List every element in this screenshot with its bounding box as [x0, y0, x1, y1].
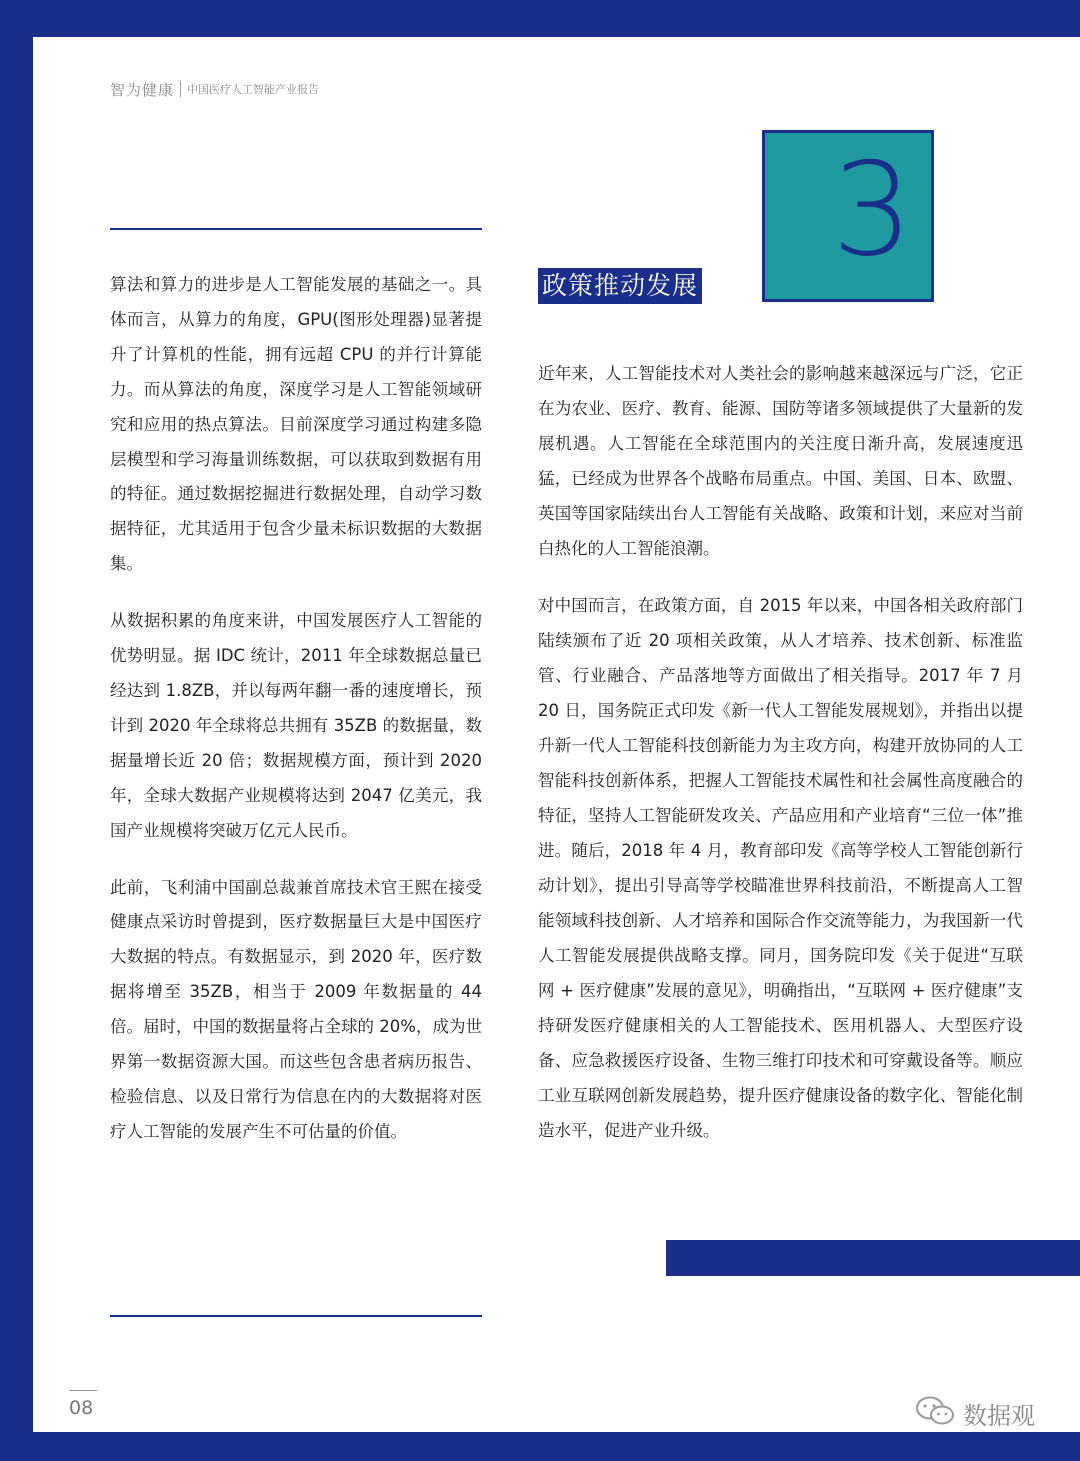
top-divider — [110, 228, 482, 230]
watermark — [915, 1395, 1035, 1431]
right-paragraph-2: 对中国而言，在政策方面，自 2015 年以来，中国各相关政府部门陆续颁布了近 20 项相关政策，从人才培养、技术创新、标准监管、行业融合、产品落地等方面做出了相关指导。2017 年 7 月 20 日，国务院正式印发《新一代人工智能发展规划》，并指出以提升新一代人工智能科技创新能力为主攻方向，构建开放协同的人工智能科技创新体系，把握人工智能技术属性和社会属性高度融合的特征，坚持人工智能研发攻关、产品应用和产业培育“三位一体”推进。随后，2018 年 4 月，教育部印发《高等学校人工智能创新行动计划》，提出引导高等学校瞄准世界科技前沿，不断提高人工智能领域科技创新、人才培养和国际合作交流等能力，为我国新一代人工智能发展提供战略支撑。同月，国务院印发《关于促进“互联网 + 医疗健康”发展的意见》，明确指出，“互联网 + 医疗健康”支持研发医疗健康相关的人工智能技术、医用机器人、大型医疗设备、应急救援医疗设备、生物三维打印技术和可穿戴设备等。顺应工业互联网创新发展趋势，提升医疗健康设备的数字化、智能化制造水平，促进产业升级。 — [538, 596, 1023, 1140]
running-header — [110, 78, 319, 100]
right-column — [538, 356, 1023, 1170]
section-number-box — [762, 130, 934, 302]
watermark-text: 数据观 — [963, 1401, 1035, 1430]
header-brand: 智为健康 — [110, 80, 175, 99]
page-number: 08 — [69, 1397, 94, 1419]
page-number-rule — [69, 1390, 97, 1391]
left-paragraph-2: 从数据积累的角度来讲，中国发展医疗人工智能的优势明显。据 IDC 统计，2011 年全球数据总量已经达到 1.8ZB，并以每两年翻一番的速度增长，预计到 2020 年全球将总共拥有 35ZB 的数据量，数据量增长近 20 倍；数据规模方面，预计到 2020 年，全球大数据产业规模将达到 2047 亿美元，我国产业规模将突破万亿元人民币。 — [110, 611, 482, 840]
bottom-divider — [110, 1315, 482, 1317]
section-number: 3 — [831, 136, 913, 285]
section-title: 政策推动发展 — [538, 268, 702, 304]
left-column — [110, 268, 482, 1172]
wechat-icon — [915, 1395, 955, 1431]
left-paragraph-1: 算法和算力的进步是人工智能发展的基础之一。具体而言，从算力的角度，GPU(图形处理器)显著提升了计算机的性能，拥有远超 CPU 的并行计算能力。而从算法的角度，深度学习是人工智能领域研究和应用的热点算法。目前深度学习通过构建多隐层模型和学习海量训练数据，可以获取到数据有用的特征。通过数据挖掘进行数据处理，自动学习数据特征，尤其适用于包含少量未标识数据的大数据集。 — [110, 275, 482, 574]
header-separator — [180, 81, 181, 97]
header-subtitle: 中国医疗人工智能产业报告 — [187, 83, 320, 96]
decorative-blue-bar — [666, 1240, 1080, 1276]
right-paragraph-1: 近年来，人工智能技术对人类社会的影响越来越深远与广泛，它正在为农业、医疗、教育、能源、国防等诸多领域提供了大量新的发展机遇。人工智能在全球范围内的关注度日渐升高，发展速度迅猛，已经成为世界各个战略布局重点。中国、美国、日本、欧盟、英国等国家陆续出台人工智能有关战略、政策和计划，来应对当前白热化的人工智能浪潮。 — [538, 364, 1023, 558]
left-paragraph-3: 此前，飞利浦中国副总裁兼首席技术官王熙在接受健康点采访时曾提到，医疗数据量巨大是中国医疗大数据的特点。有数据显示，到 2020 年，医疗数据将增至 35ZB，相当于 2009 年数据量的 44 倍。届时，中国的数据量将占全球的 20%，成为世界第一数据资源大国。而这些包含患者病历报告、检验信息、以及日常行为信息在内的大数据将对医疗人工智能的发展产生不可估量的价值。 — [110, 877, 482, 1141]
